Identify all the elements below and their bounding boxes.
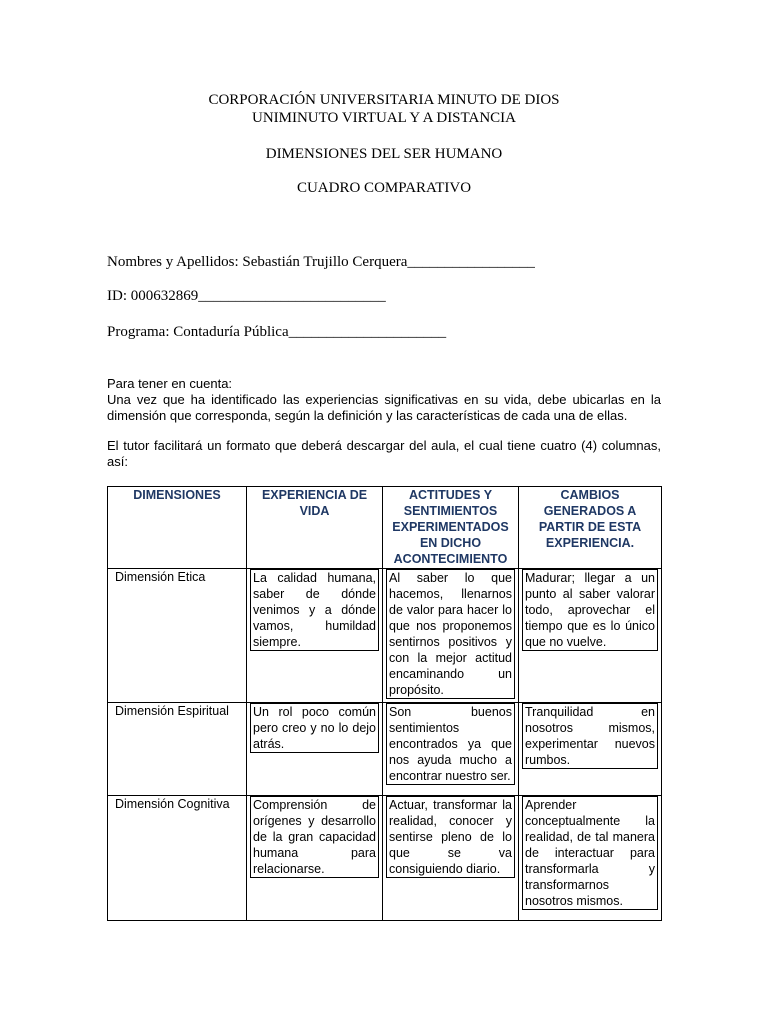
header-changes: CAMBIOS GENERADOS A PARTIR DE ESTA EXPERIENCIA. — [519, 487, 662, 569]
row-changes-cell — [519, 796, 662, 921]
attitudes-text: Son buenos sentimientos encontrados ya que nos ayuda mucho a encontrar nuestro ser. — [386, 703, 515, 785]
experience-text: La calidad humana, saber de dónde venimos y a dónde vamos, humildad siempre. — [250, 569, 379, 651]
instructions-label: Para tener en cuenta: — [107, 376, 233, 391]
row-attitudes-cell — [383, 569, 519, 703]
changes-text: Madurar; llegar a un punto al saber valorar todo, aprovechar el tiempo que es lo único que no vuelve. — [522, 569, 658, 651]
attitudes-text: Al saber lo que hacemos, llenarnos de valor para hacer lo que nos proponemos sentirnos positivos y con la mejor actitud encaminando un propósito. — [386, 569, 515, 699]
instructions-line-2: dimensión que corresponda, según la definición y las características de cada una de ellas. — [107, 408, 628, 423]
table-row — [108, 703, 662, 796]
experience-text: Comprensión de orígenes y desarrollo de la gran capacidad humana para relacionarse. — [250, 796, 379, 878]
table-row — [108, 569, 662, 703]
row-dimension-etica: Dimensión Etica — [108, 569, 247, 703]
header-attitudes: ACTITUDES Y SENTIMIENTOS EXPERIMENTADOS EN DICHO ACONTECIMIENTO — [383, 487, 519, 569]
student-name-field: Nombres y Apellidos: Sebastián Trujillo Cerquera_________________ — [107, 254, 535, 270]
subject-title: DIMENSIONES DEL SER HUMANO — [265, 146, 503, 162]
campus-title: UNIMINUTO VIRTUAL Y A DISTANCIA — [251, 110, 516, 126]
table-row — [108, 796, 662, 921]
experience-text: Un rol poco común pero creo y no lo dejo atrás. — [250, 703, 379, 753]
changes-text: Tranquilidad en nosotros mismos, experimentar nuevos rumbos. — [522, 703, 658, 769]
table-header-row — [108, 487, 662, 569]
row-changes-cell — [519, 703, 662, 796]
row-experience-cell — [247, 796, 383, 921]
attitudes-text: Actuar, transformar la realidad, conocer y sentirse pleno de lo que se va consiguiendo diario. — [386, 796, 515, 878]
header-dimensions: DIMENSIONES — [108, 487, 247, 569]
program-field: Programa: Contaduría Pública_____________________ — [107, 324, 447, 340]
instructions-paragraph — [107, 376, 661, 424]
instructions-line-1: Una vez que ha identificado las experiencias significativas en su vida, debe ubicarlas en la — [107, 392, 661, 407]
row-experience-cell — [247, 569, 383, 703]
tutor-line-2: así: — [107, 454, 128, 469]
row-changes-cell — [519, 569, 662, 703]
document-type-title: CUADRO COMPARATIVO — [296, 180, 472, 196]
student-id-field: ID: 000632869_________________________ — [107, 288, 386, 304]
header-life-experience: EXPERIENCIA DE VIDA — [247, 487, 383, 569]
tutor-line-1: El tutor facilitará un formato que deberá descargar del aula, el cual tiene cuatro (4) columnas, — [107, 438, 661, 453]
institution-title: CORPORACIÓN UNIVERSITARIA MINUTO DE DIOS — [208, 92, 560, 108]
row-dimension-espiritual: Dimensión Espiritual — [108, 703, 247, 796]
row-dimension-cognitiva: Dimensión Cognitiva — [108, 796, 247, 921]
row-attitudes-cell — [383, 796, 519, 921]
tutor-paragraph — [107, 438, 661, 470]
comparison-table — [107, 486, 662, 921]
changes-text: Aprender conceptualmente la realidad, de tal manera de interactuar para transformarla y transformarnos nosotros mismos. — [522, 796, 658, 910]
row-experience-cell — [247, 703, 383, 796]
row-attitudes-cell — [383, 703, 519, 796]
